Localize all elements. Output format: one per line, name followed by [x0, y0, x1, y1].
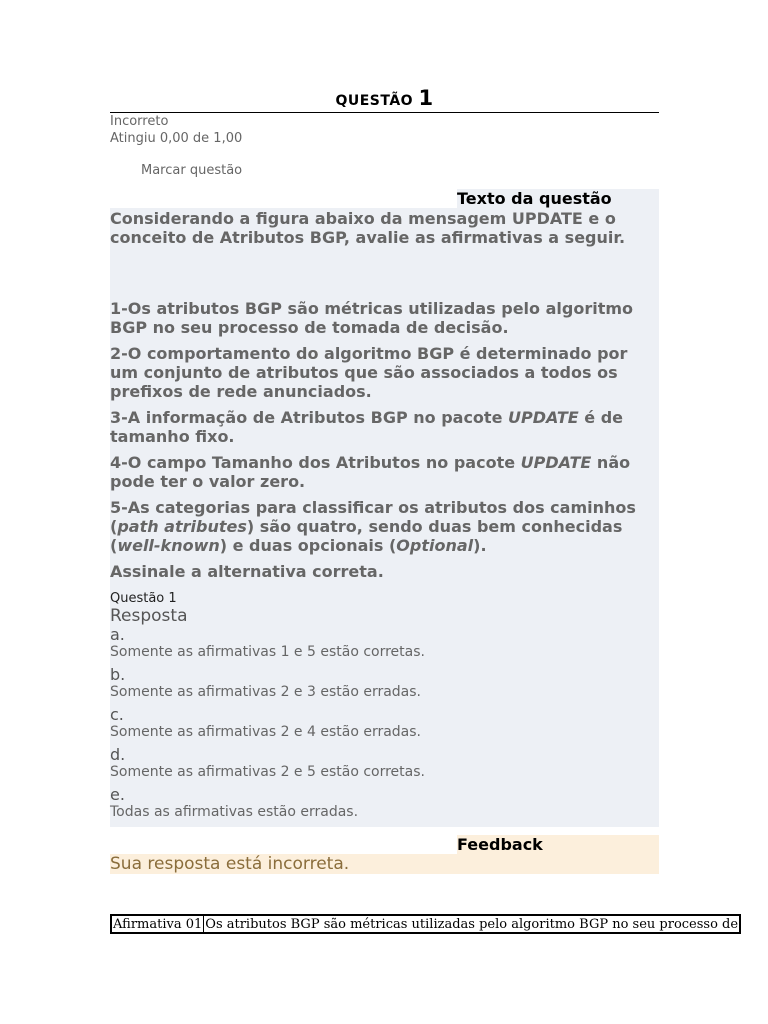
statement-4: 4-O campo Tamanho dos Atributos no pacote UPDATE não pode ter o valor zero.: [110, 453, 631, 491]
answer-option-a[interactable]: [110, 626, 659, 661]
question-grade: Atingiu 0,00 de 1,00: [110, 131, 243, 146]
question-title-number: 1: [418, 86, 434, 110]
option-text: Somente as afirmativas 2 e 4 estão erradas.: [110, 724, 422, 740]
question-container: [110, 86, 659, 874]
option-letter: e.: [110, 785, 125, 804]
table-row: [111, 915, 740, 933]
statement-5: 5-As categorias para classificar os atributos dos caminhos (path atributes) são quatro, sendo duas bem conhecidas (well-known) e duas opcionais (Optional).: [110, 498, 636, 555]
option-letter: b.: [110, 665, 126, 684]
option-text: Somente as afirmativas 2 e 3 estão erradas.: [110, 684, 422, 700]
feedback-heading-row: [110, 835, 659, 854]
feedback-heading: Feedback: [457, 835, 659, 854]
answer-option-d[interactable]: [110, 746, 659, 781]
question-text-box: [110, 208, 659, 827]
option-text: Somente as afirmativas 2 e 5 estão corretas.: [110, 764, 425, 780]
statement-3: 3-A informação de Atributos BGP no pacote UPDATE é de tamanho fixo.: [110, 408, 623, 446]
option-letter: a.: [110, 625, 125, 644]
answer-option-c[interactable]: [110, 706, 659, 741]
question-text-heading-row: [110, 189, 659, 208]
statement-2: 2-O comportamento do algoritmo BGP é determinado por um conjunto de atributos que são associados a todos os prefixos de rede anunciados.: [110, 344, 628, 401]
option-text: Todas as afirmativas estão erradas.: [110, 804, 359, 820]
feedback-message: Sua resposta está incorreta.: [110, 854, 659, 874]
question-ask: Assinale a alternativa correta.: [110, 562, 384, 581]
question-title-word: QUESTÃO: [335, 93, 414, 109]
table-cell-text: Os atributos BGP são métricas utilizadas pelo algoritmo BGP no seu processo de: [205, 916, 739, 932]
answer-option-e[interactable]: [110, 786, 659, 821]
option-letter: d.: [110, 745, 126, 764]
question-title: [110, 86, 659, 113]
table-cell-label: Afirmativa 01: [113, 916, 203, 932]
feedback-table: [110, 914, 741, 934]
question-number-label: Questão 1: [110, 591, 177, 606]
option-letter: c.: [110, 705, 124, 724]
question-text-heading: Texto da questão: [457, 189, 659, 208]
flag-question-link[interactable]: Marcar questão: [141, 163, 243, 178]
answer-option-b[interactable]: [110, 666, 659, 701]
question-state: Incorreto: [110, 114, 169, 129]
answer-label: Resposta: [110, 606, 188, 626]
statement-1: 1-Os atributos BGP são métricas utilizadas pelo algoritmo BGP no seu processo de tomada de decisão.: [110, 299, 634, 337]
option-text: Somente as afirmativas 1 e 5 estão corretas.: [110, 644, 425, 660]
question-intro: Considerando a figura abaixo da mensagem UPDATE e o conceito de Atributos BGP, avalie as afirmativas a seguir.: [110, 209, 626, 247]
